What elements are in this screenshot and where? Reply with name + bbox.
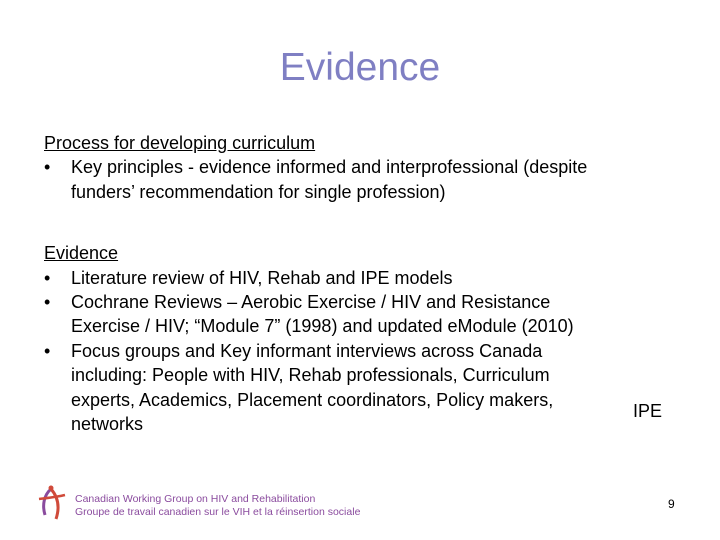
bullet-line: experts, Academics, Placement coordinators, Policy makers,: [71, 389, 554, 410]
bullet-line: Key principles - evidence informed and interprofessional (despite: [71, 157, 588, 178]
logo-text: [75, 493, 360, 519]
bullet-line: including: People with HIV, Rehab professionals, Curriculum: [71, 365, 550, 386]
bullet-icon: •: [44, 292, 51, 313]
bullet-item: [44, 339, 694, 437]
bullet-line: Focus groups and Key informant interviews across Canada: [71, 340, 543, 361]
page-number: 9: [668, 497, 675, 511]
bullet-line: Exercise / HIV; “Module 7” (1998) and updated eModule (2010): [71, 316, 574, 337]
trailing-word-ipe: IPE: [633, 401, 663, 421]
bullet-icon: •: [44, 267, 51, 288]
organization-logo: [35, 485, 361, 525]
bullet-icon: •: [44, 340, 51, 361]
ribbon-figure-icon: [35, 485, 69, 525]
logo-line-french: Groupe de travail canadien sur le VIH et la réinsertion sociale: [75, 506, 361, 518]
bullet-line: networks: [71, 414, 144, 435]
logo-line-english: Canadian Working Group on HIV and Rehabilitation: [75, 493, 316, 505]
bullet-line: Cochrane Reviews – Aerobic Exercise / HIV and Resistance: [71, 292, 551, 313]
slide-title: Evidence: [279, 46, 441, 89]
bullet-line: Literature review of HIV, Rehab and IPE models: [71, 267, 453, 288]
bullet-item: [44, 155, 694, 204]
bullet-item: [44, 266, 694, 290]
slide-body: [44, 131, 694, 436]
bullet-item: [44, 290, 694, 339]
bullet-icon: •: [44, 157, 51, 178]
section-heading-process: Process for developing curriculum: [44, 133, 316, 153]
section-heading-evidence: Evidence: [44, 243, 119, 264]
bullet-line: funders’ recommendation for single profession): [71, 181, 446, 202]
